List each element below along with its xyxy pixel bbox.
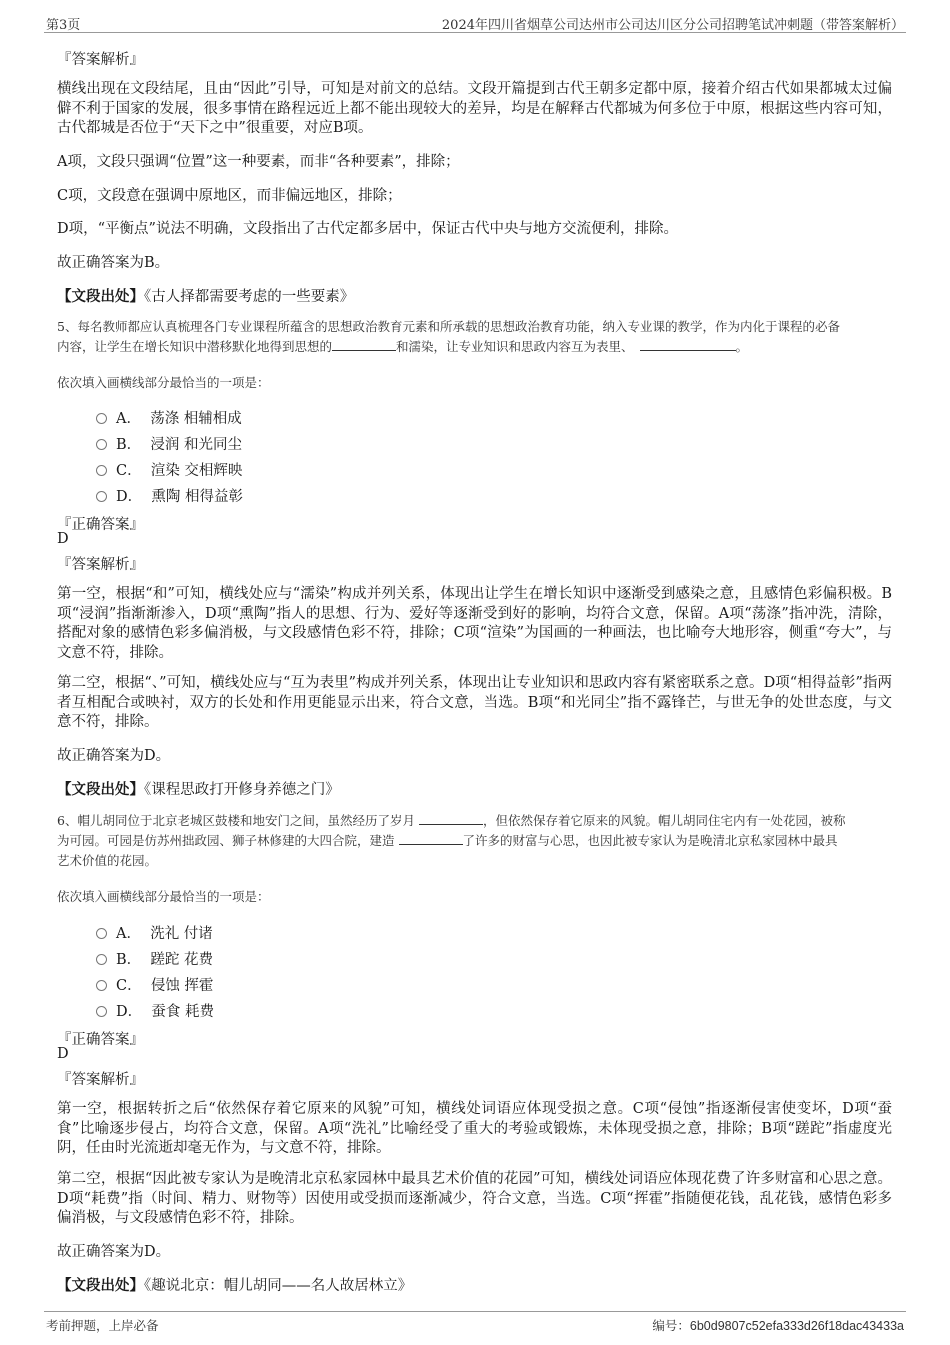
source-title: 《趣说北京：帽儿胡同——名人故居林立》 bbox=[144, 1278, 413, 1294]
option-letter: B． bbox=[116, 437, 142, 453]
page-header bbox=[44, 12, 906, 33]
q6-blank-1 bbox=[419, 812, 483, 825]
q6-analysis-paragraph-1: 第一空，根据转折之后“依然保存着它原来的风貌”可知，横线处词语应体现受损之意。C项“侵蚀”指逐渐侵害使变坏，D项“蚕食”比喻逐步侵占，均符合文意，保留。A项“洗礼”比喻经受了重大的考验或锻炼，未体现受损之意，排除；B项“蹉跎”指虚度光阴，任由时光流逝却毫无作为，与文意不符，排除。 bbox=[57, 1101, 892, 1156]
source-label: 【文段出处】 bbox=[57, 1277, 144, 1294]
q6-option-d[interactable] bbox=[96, 1000, 214, 1021]
q6-text-line2 bbox=[57, 831, 897, 851]
source-label: 【文段出处】 bbox=[57, 288, 144, 305]
footer-slogan: 考前押题，上岸必备 bbox=[46, 1318, 159, 1333]
q6-answer-label: 『正确答案』 bbox=[57, 1032, 144, 1048]
q4-option-c-note: C项，文段意在强调中原地区，而非偏远地区，排除； bbox=[57, 188, 402, 204]
q5-option-d[interactable] bbox=[96, 485, 243, 506]
q5-option-a[interactable] bbox=[96, 407, 242, 428]
q5-option-c[interactable] bbox=[96, 459, 242, 480]
q4-conclusion: 故正确答案为B。 bbox=[57, 255, 170, 271]
q6-question-text bbox=[57, 811, 897, 871]
source-label: 【文段出处】 bbox=[57, 781, 144, 798]
radio-icon[interactable] bbox=[96, 465, 107, 476]
q5-text-line1: 5、每名教师都应认真梳理各门专业课程所蕴含的思想政治教育元素和所承载的思想政治教育功能，纳入专业课的教学，作为内化于课程的必备 bbox=[57, 319, 840, 334]
option-text: 侵蚀 挥霍 bbox=[150, 978, 214, 994]
q4-source bbox=[57, 285, 354, 306]
option-letter: D． bbox=[116, 489, 143, 505]
q5-analysis-paragraph-1: 第一空，根据“和”可知，横线处应与“濡染”构成并列关系，体现出让学生在增长知识中逐渐受到感染之意，且感情色彩偏积极。B项“浸润”指渐渐渗入，D项“熏陶”指人的思想、行为、爱好等逐渐受到好的影响，均符合文意，保留。A项“荡涤”指冲洗，清除，搭配对象的感情色彩多偏消极，与文段感情色彩不符，排除；C项“渲染”为国画的一种画法，也比喻夸大地形容，侧重“夸大”，与文意不符，排除。 bbox=[57, 586, 892, 661]
q5-answer-label: 『正确答案』 bbox=[57, 517, 144, 533]
option-letter: B． bbox=[116, 952, 142, 968]
q6-text-segment: 6、帽儿胡同位于北京老城区鼓楼和地安门之间，虽然经历了岁月 bbox=[57, 813, 415, 828]
q4-option-a-note: A项，文段只强调“位置”这一种要素，而非“各种要素”，排除； bbox=[57, 154, 460, 170]
q5-analysis-paragraph-2: 第二空，根据“、”可知，横线处应与“互为表里”构成并列关系，体现出让专业知识和思政内容有紧密联系之意。D项“相得益彰”指两者互相配合或映衬，双方的长处和作用更能显示出来，符合文意，当选。B项“和光同尘”指不露锋芒，与世无争的处世态度，与文意不符，排除。 bbox=[57, 675, 892, 730]
q6-source bbox=[57, 1274, 412, 1295]
q6-conclusion: 故正确答案为D。 bbox=[57, 1244, 171, 1260]
radio-icon[interactable] bbox=[96, 954, 107, 965]
option-text: 渲染 交相辉映 bbox=[150, 463, 243, 479]
q6-analysis-label: 『答案解析』 bbox=[57, 1072, 144, 1088]
q6-answer: D bbox=[57, 1046, 69, 1062]
option-text: 浸润 和光同尘 bbox=[150, 437, 242, 453]
q6-option-c[interactable] bbox=[96, 974, 213, 995]
radio-icon[interactable] bbox=[96, 439, 107, 450]
option-text: 荡涤 相辅相成 bbox=[150, 411, 242, 427]
q5-text-segment: 内容，让学生在增长知识中潜移默化地得到思想的 bbox=[57, 339, 333, 354]
q5-answer: D bbox=[57, 531, 69, 547]
option-letter: A． bbox=[116, 411, 141, 427]
q5-question-text bbox=[57, 317, 897, 357]
document-title: 2024年四川省烟草公司达州市公司达川区分公司招聘笔试冲刺题（带答案解析） bbox=[441, 18, 904, 33]
q6-option-a[interactable] bbox=[96, 922, 213, 943]
q6-text-segment: 为可园。可园是仿苏州拙政园、狮子林修建的大四合院，建造 bbox=[57, 833, 395, 848]
q5-text-segment: 。 bbox=[735, 339, 749, 354]
q5-option-b[interactable] bbox=[96, 433, 242, 454]
code-label: 编号： bbox=[652, 1318, 690, 1333]
q5-conclusion: 故正确答案为D。 bbox=[57, 748, 171, 764]
q4-option-d-note: D项，“平衡点”说法不明确，文段指出了古代定都多居中，保证古代中央与地方交流便利，排除。 bbox=[57, 221, 678, 237]
option-letter: C． bbox=[116, 978, 142, 994]
q6-instruction: 依次填入画横线部分最恰当的一项是： bbox=[57, 889, 270, 904]
q6-text-segment: 了许多的财富与心思，也因此被专家认为是晚清北京私家园林中最具 bbox=[462, 833, 838, 848]
document-code bbox=[652, 1316, 904, 1334]
option-text: 蚕食 耗费 bbox=[151, 1004, 214, 1020]
radio-icon[interactable] bbox=[96, 413, 107, 424]
page-number: 第3页 bbox=[46, 18, 81, 33]
q6-text-line3: 艺术价值的花园。 bbox=[57, 853, 158, 868]
q6-text-segment: ，但依然保存着它原来的风貌。帽儿胡同住宅内有一处花园，被称 bbox=[482, 813, 846, 828]
q6-option-b[interactable] bbox=[96, 948, 213, 969]
option-text: 蹉跎 花费 bbox=[150, 952, 213, 968]
option-text: 洗礼 付诸 bbox=[150, 926, 213, 942]
q4-analysis-label: 『答案解析』 bbox=[57, 52, 144, 68]
radio-icon[interactable] bbox=[96, 491, 107, 502]
q4-analysis-text: 横线出现在文段结尾，且由“因此”引导，可知是对前文的总结。文段开篇提到古代王朝多定都中原，接着介绍古代如果都城太过偏僻不利于国家的发展，很多事情在路程远近上都不能出现较大的差异，均是在解释古代都城为何多位于中原，根据这些内容可知，古代都城是否位于“天下之中”很重要，对应B项。 bbox=[57, 81, 892, 136]
q5-text-segment: 和濡染，让专业知识和思政内容互为表里、 bbox=[396, 339, 634, 354]
q6-text-line1 bbox=[57, 811, 897, 831]
radio-icon[interactable] bbox=[96, 980, 107, 991]
option-letter: A． bbox=[116, 926, 141, 942]
option-letter: D． bbox=[116, 1004, 143, 1020]
q5-text-line2 bbox=[57, 337, 897, 357]
page-footer bbox=[44, 1311, 906, 1334]
radio-icon[interactable] bbox=[96, 1006, 107, 1017]
q5-source bbox=[57, 778, 340, 799]
source-title: 《课程思政打开修身养德之门》 bbox=[144, 782, 340, 798]
option-letter: C． bbox=[116, 463, 142, 479]
q5-blank-1 bbox=[332, 338, 396, 351]
q6-blank-2 bbox=[399, 832, 463, 845]
q6-analysis-paragraph-2: 第二空，根据“因此被专家认为是晚清北京私家园林中最具艺术价值的花园”可知，横线处词语应体现花费了许多财富和心思之意。D项“耗费”指（时间、精力、财物等）因使用或受损而逐渐减少，符合文意，当选。C项“挥霍”指随便花钱，乱花钱，感情色彩多偏消极，与文段感情色彩不符，排除。 bbox=[57, 1171, 892, 1226]
option-text: 熏陶 相得益彰 bbox=[151, 489, 243, 505]
code-value: 6b0d9807c52efa333d26f18dac43433a bbox=[689, 1319, 904, 1333]
q5-analysis-label: 『答案解析』 bbox=[57, 557, 144, 573]
radio-icon[interactable] bbox=[96, 928, 107, 939]
q5-blank-2 bbox=[640, 338, 736, 351]
source-title: 《古人择都需要考虑的一些要素》 bbox=[144, 289, 355, 305]
q5-instruction: 依次填入画横线部分最恰当的一项是： bbox=[57, 375, 270, 390]
